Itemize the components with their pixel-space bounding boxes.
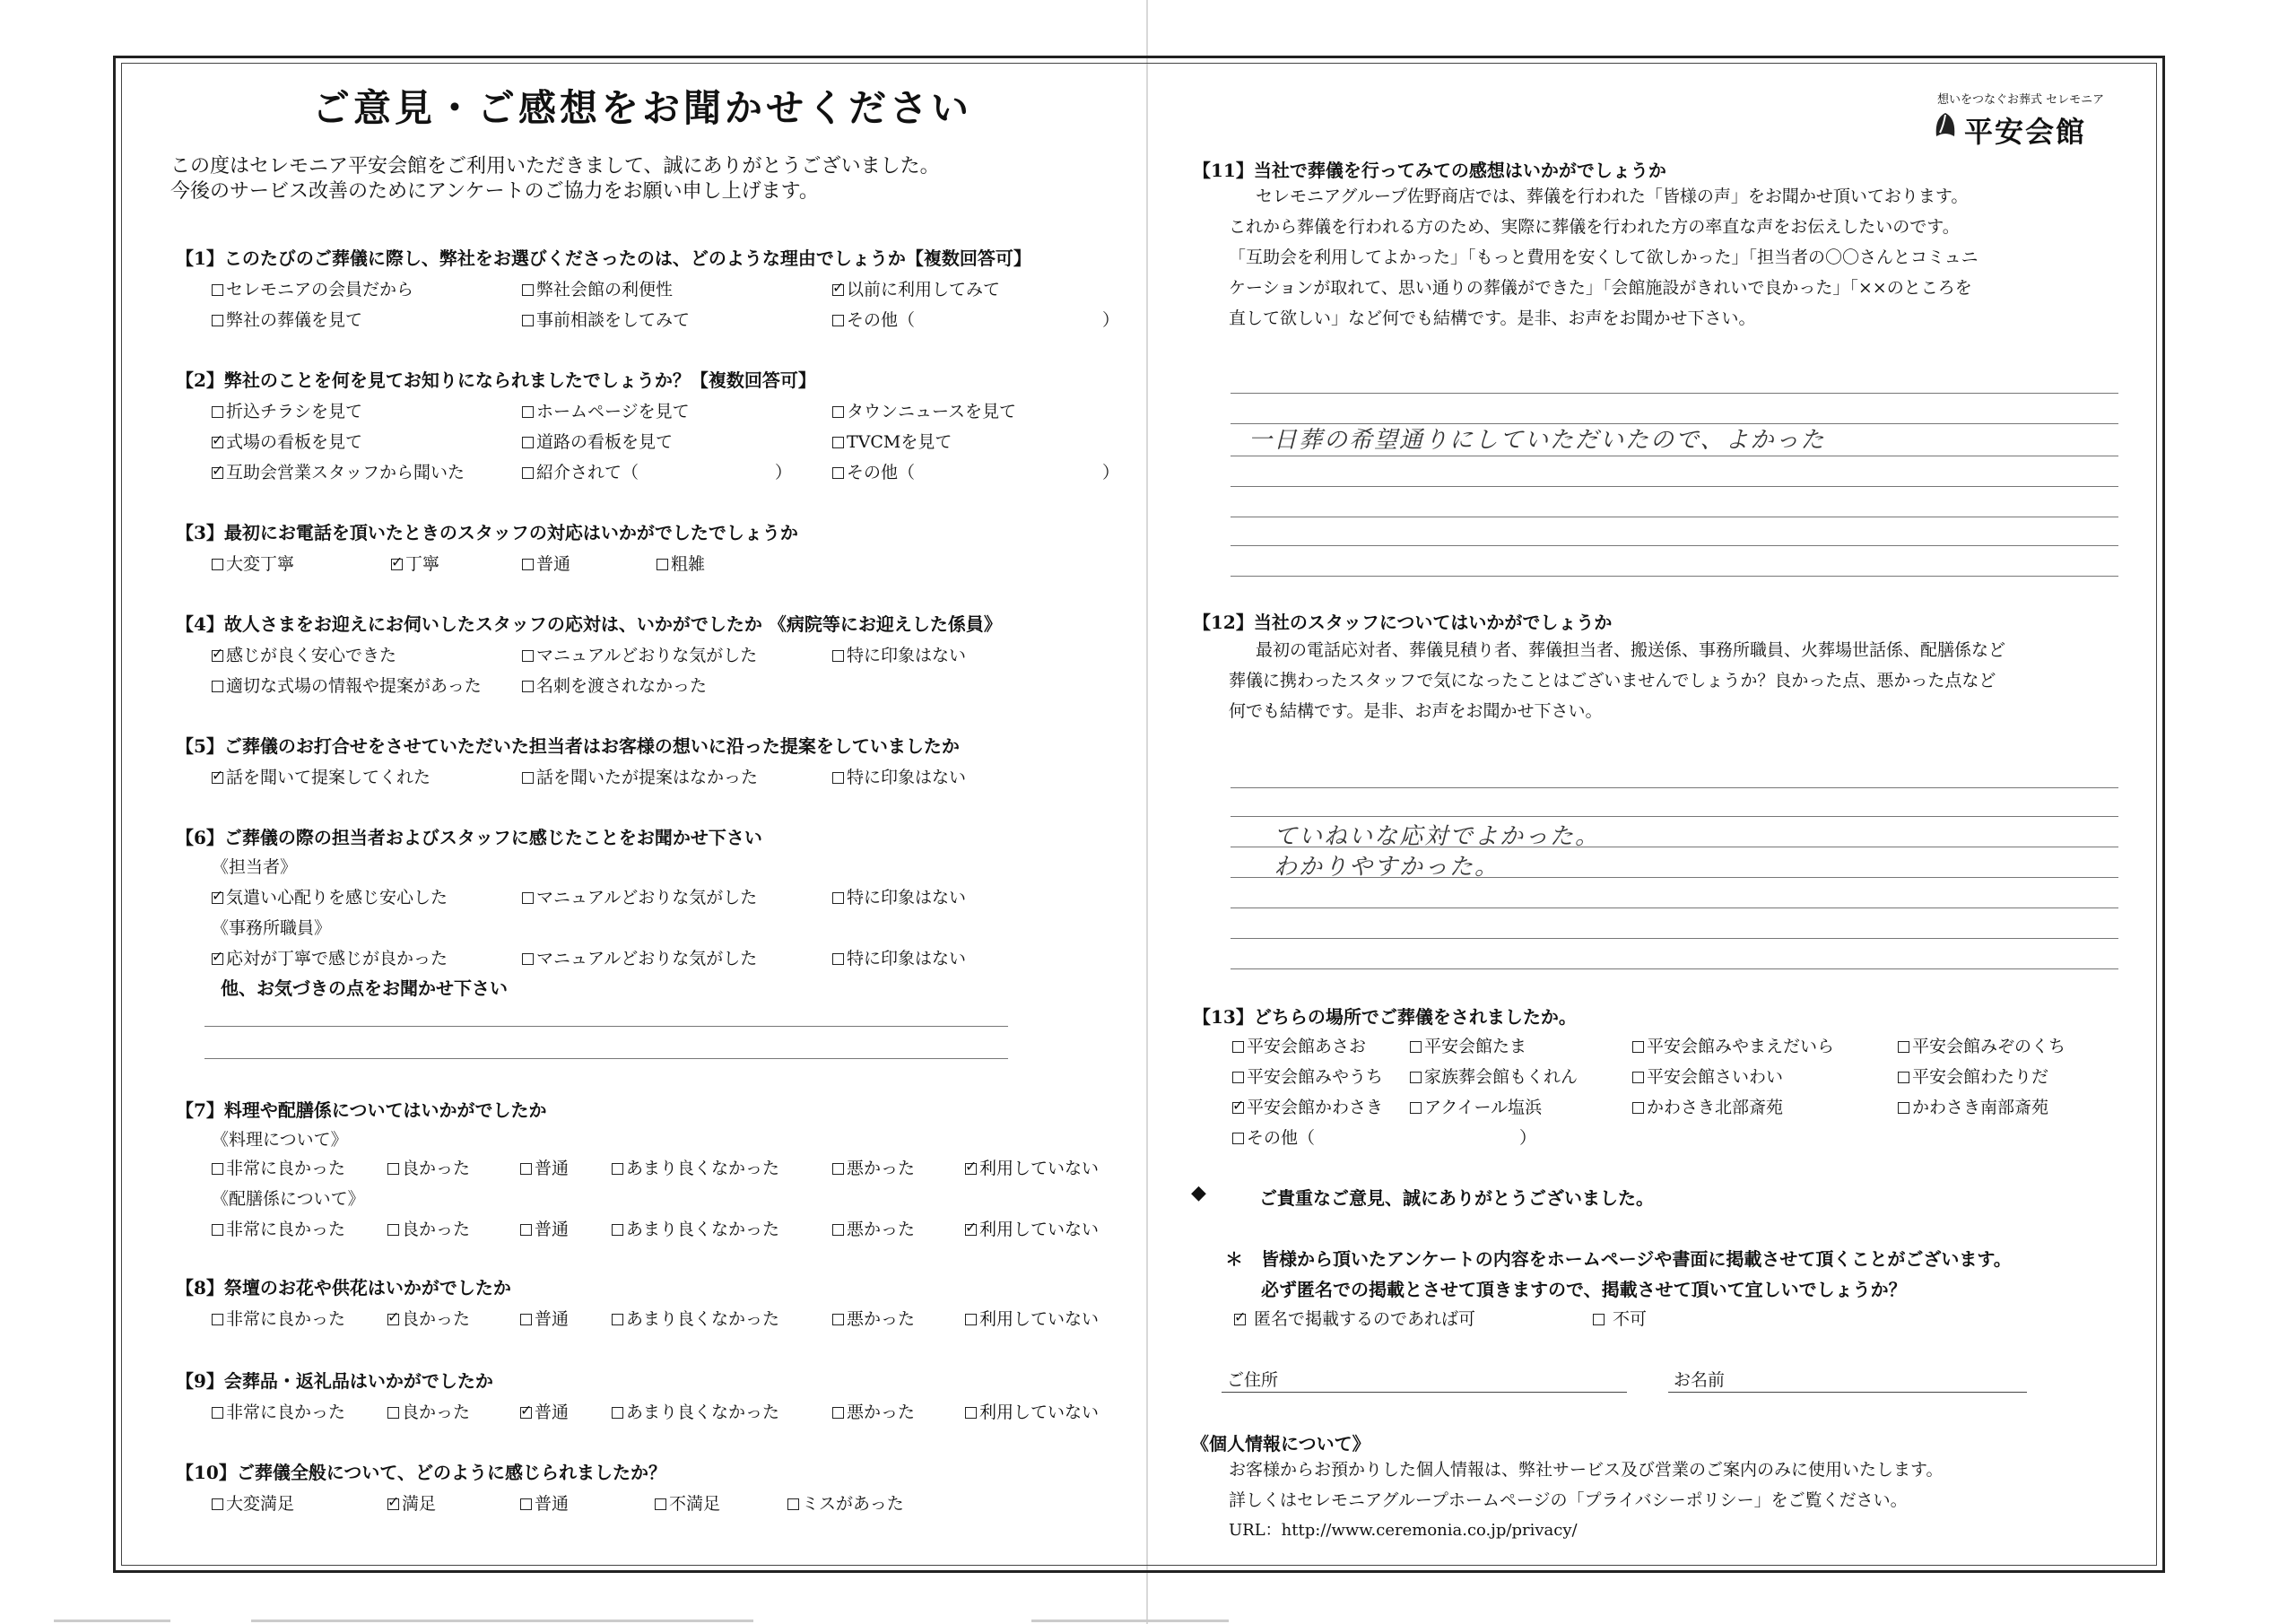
checkbox[interactable] xyxy=(520,1163,532,1175)
q13-option-9[interactable]: アクイール塩浜 xyxy=(1410,1094,1542,1118)
q1-option-1[interactable]: 弊社会館の利便性 xyxy=(522,276,673,300)
checkbox[interactable] xyxy=(522,406,534,418)
checkbox[interactable] xyxy=(1632,1041,1644,1053)
checkbox[interactable] xyxy=(965,1314,977,1325)
checkbox-checked[interactable] xyxy=(212,437,223,448)
privacy-line-1: お客様からお預かりした個人情報は、弊社サービス及び営業のご案内のみに使用いたします。 xyxy=(1229,1460,1944,1480)
q13-option-0[interactable]: 平安会館あさお xyxy=(1232,1033,1366,1057)
name-label: お名前 xyxy=(1674,1370,1726,1390)
q11-body-1: これから葬儀を行われる方のため、実際に葬儀を行われた方の率直な声をお伝えしたいのです。 xyxy=(1229,217,1960,237)
address-field[interactable] xyxy=(1222,1392,1627,1393)
q7-serving-option-2[interactable]: 普通 xyxy=(520,1216,569,1240)
checkbox[interactable] xyxy=(212,1407,223,1419)
q2-option-0[interactable]: 折込チラシを見て xyxy=(212,398,362,422)
q13-option-12[interactable]: その他（ ） xyxy=(1232,1125,1536,1149)
checkbox[interactable] xyxy=(522,953,534,965)
q13-option-7[interactable]: 平安会館わたりだ xyxy=(1898,1064,2048,1088)
q7-label: 【7】料理や配膳係についてはいかがでしたか xyxy=(176,1099,547,1121)
intro-line-1: この度はセレモニア平安会館をご利用いただきまして、誠にありがとうございました。 xyxy=(170,155,940,178)
q11-write-line-7[interactable] xyxy=(1231,576,2118,577)
q13-option-10[interactable]: かわさき北部斎苑 xyxy=(1632,1094,1783,1118)
checkbox-checked[interactable] xyxy=(212,772,223,784)
checkbox[interactable] xyxy=(212,559,223,570)
checkbox[interactable] xyxy=(1632,1072,1644,1083)
name-field[interactable] xyxy=(1668,1392,2027,1393)
q2-option-6[interactable]: ✓互助会営業スタッフから聞いた xyxy=(212,459,465,483)
heian-logo-icon xyxy=(1933,109,1958,140)
checkbox[interactable] xyxy=(522,467,534,479)
checkbox-checked[interactable] xyxy=(391,559,403,570)
checkbox[interactable] xyxy=(520,1498,532,1510)
q7-serving-option-4[interactable]: 悪かった xyxy=(832,1216,915,1240)
checkbox[interactable] xyxy=(522,284,534,296)
q12-write-line-6[interactable] xyxy=(1231,938,2118,939)
checkbox[interactable] xyxy=(387,1407,399,1419)
q6-staff-option-2[interactable]: 特に印象はない xyxy=(832,884,966,908)
q7-serving-option-1[interactable]: 良かった xyxy=(387,1216,470,1240)
q6-sub-office: 《事務所職員》 xyxy=(212,918,332,938)
checkbox-checked[interactable] xyxy=(387,1498,399,1510)
checkbox-checked[interactable] xyxy=(212,892,223,904)
q11-handwritten-answer[interactable]: 一日葬の希望通りにしていただいたので、よかった xyxy=(1248,427,1826,454)
q3-option-3[interactable]: 粗雑 xyxy=(657,551,705,575)
q3-option-1[interactable]: ✓ 丁寧 xyxy=(391,551,439,575)
q10-option-4[interactable]: ミスがあった xyxy=(787,1490,904,1515)
q9-option-0[interactable]: 非常に良かった xyxy=(212,1399,345,1423)
q5-option-2[interactable]: 特に印象はない xyxy=(832,764,966,788)
q12-write-line-1[interactable] xyxy=(1231,787,2118,788)
q9-option-4[interactable]: 悪かった xyxy=(832,1399,915,1423)
q7-food-option-3[interactable]: あまり良くなかった xyxy=(612,1155,779,1179)
q2-option-2[interactable]: タウンニュースを見て xyxy=(832,398,1016,422)
q4-option-0[interactable]: ✓感じが良く安心できた xyxy=(212,642,396,666)
checkbox[interactable] xyxy=(212,1314,223,1325)
checkbox[interactable] xyxy=(520,1314,532,1325)
q9-option-5[interactable]: 利用していない xyxy=(965,1399,1099,1423)
q10-option-0[interactable]: 大変満足 xyxy=(212,1490,294,1515)
q11-body-2: 「互助会を利用してよかった」「もっと費用を安くして欲しかった」「担当者の〇〇さんとコミュニ xyxy=(1229,248,1979,267)
checkbox-checked[interactable] xyxy=(212,953,223,965)
q8-option-5[interactable]: 利用していない xyxy=(965,1306,1099,1330)
privacy-url-link[interactable]: URL：http://www.ceremonia.co.jp/privacy/ xyxy=(1229,1521,1578,1540)
checkbox[interactable] xyxy=(1410,1072,1422,1083)
q5-option-1[interactable]: 話を聞いたが提案はなかった xyxy=(522,764,758,788)
checkbox-checked[interactable] xyxy=(387,1314,399,1325)
q9-option-1[interactable]: 良かった xyxy=(387,1399,470,1423)
checkbox[interactable] xyxy=(832,1163,844,1175)
q8-label: 【8】祭壇のお花や供花はいかがでしたか xyxy=(176,1277,511,1298)
logo-name: 平安会館 xyxy=(1964,115,2087,149)
q4-label: 【4】故人さまをお迎えにお伺いしたスタッフの応対は、いかがでしたか 《病院等にお迎えした係員》 xyxy=(176,613,1002,635)
q1-option-2[interactable]: ✓ 以前に利用してみて xyxy=(832,276,1000,300)
checkbox[interactable] xyxy=(522,772,534,784)
q7-food-option-2[interactable]: 普通 xyxy=(520,1155,569,1179)
q6-sub-staff: 《担当者》 xyxy=(212,857,298,877)
checkbox[interactable] xyxy=(832,953,844,965)
q11-write-line-1[interactable] xyxy=(1231,393,2118,394)
q6-office-option-1[interactable]: マニュアルどおりな気がした xyxy=(522,945,757,969)
checkbox[interactable] xyxy=(212,1163,223,1175)
checkbox[interactable] xyxy=(522,892,534,904)
q8-option-0[interactable]: 非常に良かった xyxy=(212,1306,345,1330)
checkbox[interactable] xyxy=(212,1498,223,1510)
checkbox[interactable] xyxy=(832,1407,844,1419)
checkbox[interactable] xyxy=(522,315,534,326)
q5-label: 【5】ご葬儀のお打合せをさせていただいた担当者はお客様の想いに沿った提案をしていましたか xyxy=(176,735,960,757)
q7-food-option-1[interactable]: 良かった xyxy=(387,1155,470,1179)
q7-sub-serving: 《配膳係について》 xyxy=(212,1189,365,1209)
q12-write-line-7[interactable] xyxy=(1231,968,2118,969)
q11-body-4: 直して欲しい」など何でも結構です。是非、お声をお聞かせ下さい。 xyxy=(1229,308,1756,328)
q12-write-line-2[interactable] xyxy=(1231,816,2118,817)
q12-handwritten-answer-2[interactable]: わかりやすかった。 xyxy=(1274,854,1500,881)
q4-option-1[interactable]: マニュアルどおりな気がした xyxy=(522,642,757,666)
checkbox[interactable] xyxy=(832,1224,844,1236)
checkbox[interactable] xyxy=(832,437,844,448)
q6-label: 【6】ご葬儀の際の担当者およびスタッフに感じたことをお聞かせ下さい xyxy=(176,827,762,848)
checkbox[interactable] xyxy=(832,892,844,904)
checkbox-checked[interactable] xyxy=(965,1163,977,1175)
checkbox[interactable] xyxy=(1898,1041,1909,1053)
q6-office-option-2[interactable]: 特に印象はない xyxy=(832,945,966,969)
checkbox[interactable] xyxy=(832,650,844,662)
q2-option-3[interactable]: ✓式場の看板を見て xyxy=(212,429,362,453)
q4-option-3[interactable]: 適切な式場の情報や提案があった xyxy=(212,673,482,697)
scan-edge-mark xyxy=(1031,1620,1229,1622)
q10-label: 【10】ご葬儀全般について、どのように感じられましたか？ xyxy=(176,1462,667,1483)
q1-option-4[interactable]: 事前相談をしてみて xyxy=(522,307,690,331)
checkbox-checked[interactable] xyxy=(212,650,223,662)
q8-option-1[interactable]: ✓ 良かった xyxy=(387,1306,470,1330)
q10-option-3[interactable]: 不満足 xyxy=(655,1490,720,1515)
q11-label: 【11】当社で葬儀を行ってみての感想はいかがでしょうか xyxy=(1193,160,1666,181)
checkbox[interactable] xyxy=(787,1498,799,1510)
q4-option-2[interactable]: 特に印象はない xyxy=(832,642,966,666)
checkbox[interactable] xyxy=(522,437,534,448)
address-label: ご住所 xyxy=(1227,1370,1279,1390)
q3-option-2[interactable]: 普通 xyxy=(522,551,570,575)
publish-line-2: 必ず匿名での掲載とさせて頂きますので、掲載させて頂いて宜しいでしょうか？ xyxy=(1261,1279,1907,1300)
q2-option-8[interactable]: その他（ ） xyxy=(832,459,1119,483)
logo-tagline: 想いをつなぐお葬式 セレモニア xyxy=(1937,93,2105,107)
checkbox[interactable] xyxy=(832,772,844,784)
q13-option-4[interactable]: 平安会館みやうち xyxy=(1232,1064,1383,1088)
checkbox[interactable] xyxy=(212,681,223,692)
q10-option-1[interactable]: ✓ 満足 xyxy=(387,1490,436,1515)
q6-staff-option-0[interactable]: ✓気遣い心配りを感じ安心した xyxy=(212,884,448,908)
q7-serving-option-0[interactable]: 非常に良かった xyxy=(212,1216,345,1240)
checkbox[interactable] xyxy=(212,1224,223,1236)
q6-write-line-1[interactable] xyxy=(204,1026,1008,1027)
checkbox[interactable] xyxy=(832,406,844,418)
q12-body-0: 最初の電話応対者、葬儀見積り者、葬儀担当者、搬送係、事務所職員、火葬場世話係、配膳係など xyxy=(1256,640,2006,660)
q6-office-option-0[interactable]: ✓応対が丁寧で感じが良かった xyxy=(212,945,448,969)
q13-option-6[interactable]: 平安会館さいわい xyxy=(1632,1064,1783,1088)
checkbox-checked[interactable] xyxy=(1232,1102,1244,1114)
publish-option-yes[interactable]: ✓ 匿名で掲載するのであれば可 xyxy=(1234,1306,1475,1330)
q3-label: 【3】最初にお電話を頂いたときのスタッフの対応はいかがでしたでしょうか xyxy=(176,522,798,543)
q1-label: 【1】このたびのご葬儀に際し、弊社をお選びくださったのは、どのような理由でしょうか【複数回答可】 xyxy=(176,248,1031,269)
q2-option-7[interactable]: 紹介されて（ ） xyxy=(522,459,792,483)
checkbox[interactable] xyxy=(657,559,668,570)
scan-edge-mark xyxy=(54,1620,170,1622)
checkbox[interactable] xyxy=(612,1163,623,1175)
q9-option-3[interactable]: あまり良くなかった xyxy=(612,1399,779,1423)
intro-line-2: 今後のサービス改善のためにアンケートのご協力をお願い申し上げます。 xyxy=(170,180,819,203)
q13-option-1[interactable]: 平安会館たま xyxy=(1410,1033,1526,1057)
q9-label: 【9】会葬品・返礼品はいかがでしたか xyxy=(176,1370,493,1392)
checkbox[interactable] xyxy=(522,559,534,570)
checkbox[interactable] xyxy=(522,650,534,662)
q1-option-3[interactable]: 弊社の葬儀を見て xyxy=(212,307,362,331)
form-title: ご意見・ご感想をお聞かせください xyxy=(312,86,973,130)
checkbox-checked[interactable] xyxy=(1234,1314,1246,1325)
checkbox[interactable] xyxy=(522,681,534,692)
q6-staff-option-1[interactable]: マニュアルどおりな気がした xyxy=(522,884,757,908)
q12-body-2: 何でも結構です。是非、お声をお聞かせ下さい。 xyxy=(1229,701,1603,721)
checkbox[interactable] xyxy=(1898,1072,1909,1083)
q5-option-0[interactable]: ✓話を聞いて提案してくれた xyxy=(212,764,430,788)
q11-body-3: ケーションが取れて、思い通りの葬儀ができた」「会館施設がきれいで良かった」「××のところを xyxy=(1229,278,1972,298)
checkbox[interactable] xyxy=(1410,1041,1422,1053)
thanks-message: ご貴重なご意見、誠にありがとうございました。 xyxy=(1259,1187,1654,1209)
q7-food-option-4[interactable]: 悪かった xyxy=(832,1155,915,1179)
checkbox[interactable] xyxy=(387,1224,399,1236)
checkbox[interactable] xyxy=(655,1498,666,1510)
q6-other-label: 他、お気づきの点をお聞かせ下さい xyxy=(221,977,508,999)
q2-option-4[interactable]: 道路の看板を見て xyxy=(522,429,673,453)
checkbox[interactable] xyxy=(1232,1072,1244,1083)
q11-body-0: セレモニアグループ佐野商店では、葬儀を行われた「皆様の声」をお聞かせ頂いております。 xyxy=(1256,187,1969,206)
q13-option-3[interactable]: 平安会館みぞのくち xyxy=(1898,1033,2066,1057)
checkbox[interactable] xyxy=(832,1314,844,1325)
q10-option-2[interactable]: 普通 xyxy=(520,1490,569,1515)
checkbox[interactable] xyxy=(1898,1102,1909,1114)
scan-edge-mark xyxy=(251,1620,753,1622)
q7-food-option-5[interactable]: ✓ 利用していない xyxy=(965,1155,1099,1179)
checkbox[interactable] xyxy=(520,1224,532,1236)
q7-serving-option-5[interactable]: ✓ 利用していない xyxy=(965,1216,1099,1240)
q12-handwritten-answer-1[interactable]: ていねいな応対でよかった。 xyxy=(1274,823,1601,850)
q12-label: 【12】当社のスタッフについてはいかがでしょうか xyxy=(1193,612,1613,633)
q7-sub-food: 《料理について》 xyxy=(212,1130,348,1150)
q2-label: 【2】弊社のことを何を見てお知りになられましたでしょうか？【複数回答可】 xyxy=(176,369,816,391)
q8-option-4[interactable]: 悪かった xyxy=(832,1306,915,1330)
checkbox[interactable] xyxy=(832,315,844,326)
q7-serving-option-3[interactable]: あまり良くなかった xyxy=(612,1216,779,1240)
q13-option-2[interactable]: 平安会館みやまえだいら xyxy=(1632,1033,1834,1057)
q8-option-3[interactable]: あまり良くなかった xyxy=(612,1306,779,1330)
checkbox[interactable] xyxy=(1410,1102,1422,1114)
checkbox[interactable] xyxy=(1593,1314,1605,1325)
checkbox[interactable] xyxy=(212,284,223,296)
checkbox[interactable] xyxy=(387,1163,399,1175)
q1-option-0[interactable]: セレモニアの会員だから xyxy=(212,276,413,300)
q6-write-line-2[interactable] xyxy=(204,1058,1008,1059)
checkbox-checked[interactable] xyxy=(965,1224,977,1236)
checkbox[interactable] xyxy=(212,406,223,418)
q12-body-1: 葬儀に携わったスタッフで気になったことはございませんでしょうか？良かった点、悪かった点など xyxy=(1229,671,1996,690)
q8-option-2[interactable]: 普通 xyxy=(520,1306,569,1330)
publish-line-1: ＊ 皆様から頂いたアンケートの内容をホームページや書面に掲載させて頂くことがございます。 xyxy=(1225,1248,2012,1270)
q7-food-option-0[interactable]: 非常に良かった xyxy=(212,1155,345,1179)
checkbox[interactable] xyxy=(832,467,844,479)
checkbox[interactable] xyxy=(1232,1041,1244,1053)
diamond-bullet-icon: ◆ xyxy=(1191,1182,1206,1204)
checkbox[interactable] xyxy=(612,1314,623,1325)
checkbox[interactable] xyxy=(965,1407,977,1419)
q4-option-4[interactable]: 名刺を渡されなかった xyxy=(522,673,707,697)
publish-option-no[interactable]: 不可 xyxy=(1593,1306,1647,1330)
privacy-heading: 《個人情報について》 xyxy=(1191,1433,1370,1455)
q2-option-5[interactable]: TVCMを見て xyxy=(832,429,952,453)
privacy-line-2: 詳しくはセレモニアグループホームページの「プライバシーポリシー」をご覧ください。 xyxy=(1229,1490,1908,1510)
q1-option-5[interactable]: その他（ ） xyxy=(832,307,1119,331)
checkbox-checked[interactable] xyxy=(520,1407,532,1419)
q11-write-line-4[interactable] xyxy=(1231,486,2118,487)
q13-option-5[interactable]: 家族葬会館もくれん xyxy=(1410,1064,1578,1088)
q11-write-line-6[interactable] xyxy=(1231,545,2118,546)
q2-option-1[interactable]: ホームページを見て xyxy=(522,398,690,422)
q13-option-11[interactable]: かわさき南部斎苑 xyxy=(1898,1094,2048,1118)
q9-option-2[interactable]: ✓ 普通 xyxy=(520,1399,569,1423)
checkbox-checked[interactable] xyxy=(212,467,223,479)
checkbox[interactable] xyxy=(1632,1102,1644,1114)
q13-option-8[interactable]: ✓平安会館かわさき xyxy=(1232,1094,1383,1118)
q3-option-0[interactable]: 大変丁寧 xyxy=(212,551,294,575)
checkbox[interactable] xyxy=(212,315,223,326)
checkbox[interactable] xyxy=(612,1407,623,1419)
q13-label: 【13】どちらの場所でご葬儀をされましたか。 xyxy=(1193,1006,1577,1028)
checkbox[interactable] xyxy=(612,1224,623,1236)
checkbox[interactable] xyxy=(1232,1133,1244,1144)
checkbox-checked[interactable] xyxy=(832,284,844,296)
